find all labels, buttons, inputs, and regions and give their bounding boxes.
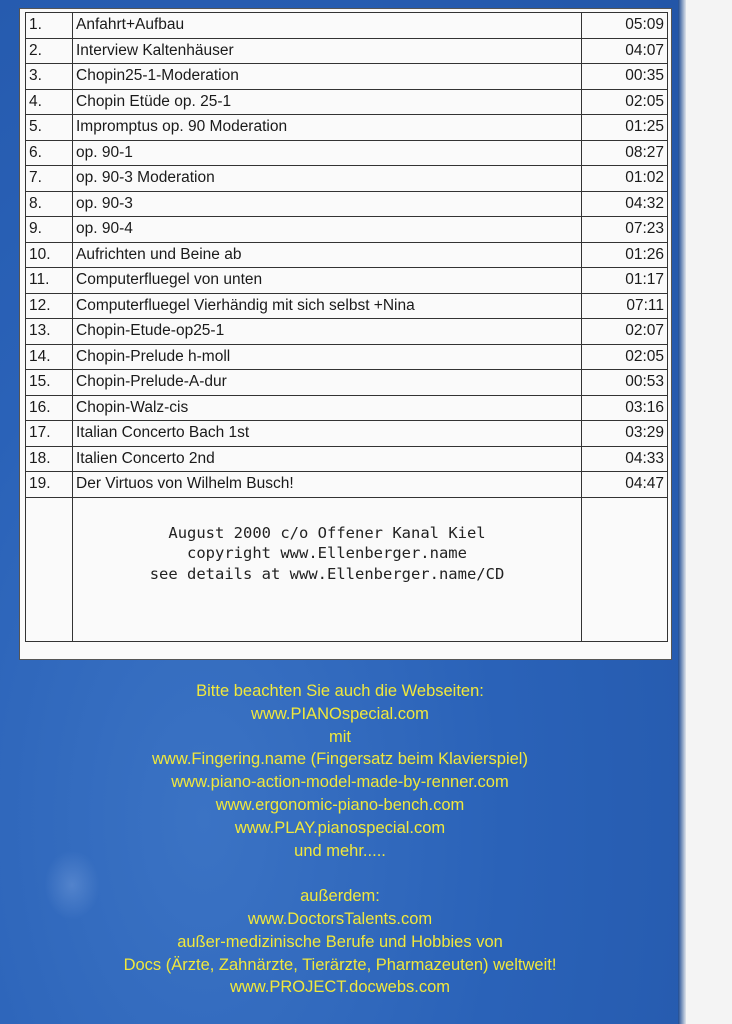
track-duration: 01:17 bbox=[582, 268, 668, 294]
track-title: Chopin-Prelude-A-dur bbox=[73, 370, 582, 396]
track-duration: 00:35 bbox=[582, 64, 668, 90]
track-number: 5. bbox=[26, 115, 73, 141]
track-title: Impromptus op. 90 Moderation bbox=[73, 115, 582, 141]
track-title: Aufrichten und Beine ab bbox=[73, 242, 582, 268]
track-title: Chopin-Prelude h-moll bbox=[73, 344, 582, 370]
track-number: 19. bbox=[26, 472, 73, 498]
track-duration: 04:47 bbox=[582, 472, 668, 498]
track-duration: 07:11 bbox=[582, 293, 668, 319]
note-line: www.Fingering.name (Fingersatz beim Klavierspiel) bbox=[152, 750, 528, 769]
track-title: Chopin-Walz-cis bbox=[73, 395, 582, 421]
track-number: 10. bbox=[26, 242, 73, 268]
track-row bbox=[26, 64, 668, 90]
track-number: 12. bbox=[26, 293, 73, 319]
credit-line: see details at www.Ellenberger.name/CD bbox=[149, 564, 505, 583]
note-line: www.PIANOspecial.com bbox=[251, 704, 429, 723]
track-title: Italien Concerto 2nd bbox=[73, 446, 582, 472]
track-title: Italian Concerto Bach 1st bbox=[73, 421, 582, 447]
track-duration: 04:07 bbox=[582, 38, 668, 64]
track-title: op. 90-3 Moderation bbox=[73, 166, 582, 192]
track-duration: 02:05 bbox=[582, 344, 668, 370]
note-line: www.DoctorsTalents.com bbox=[247, 909, 433, 928]
track-duration: 04:33 bbox=[582, 446, 668, 472]
track-duration: 02:07 bbox=[582, 319, 668, 345]
note-gap bbox=[0, 862, 680, 885]
track-duration: 04:32 bbox=[582, 191, 668, 217]
track-number: 18. bbox=[26, 446, 73, 472]
track-duration: 08:27 bbox=[582, 140, 668, 166]
tracklist-sheet bbox=[19, 8, 672, 660]
track-row bbox=[26, 217, 668, 243]
track-title: op. 90-4 bbox=[73, 217, 582, 243]
track-number: 8. bbox=[26, 191, 73, 217]
track-number: 2. bbox=[26, 38, 73, 64]
track-number: 14. bbox=[26, 344, 73, 370]
track-row bbox=[26, 293, 668, 319]
track-duration: 01:02 bbox=[582, 166, 668, 192]
track-duration: 07:23 bbox=[582, 217, 668, 243]
track-number: 11. bbox=[26, 268, 73, 294]
track-duration: 00:53 bbox=[582, 370, 668, 396]
credits-text bbox=[76, 498, 578, 585]
track-row bbox=[26, 344, 668, 370]
track-title: Der Virtuos von Wilhelm Busch! bbox=[73, 472, 582, 498]
website-notes bbox=[0, 680, 680, 999]
track-number: 15. bbox=[26, 370, 73, 396]
track-number: 17. bbox=[26, 421, 73, 447]
note-line: www.ergonomic-piano-bench.com bbox=[215, 795, 465, 814]
track-number: 7. bbox=[26, 166, 73, 192]
track-number: 6. bbox=[26, 140, 73, 166]
track-title: Computerfluegel Vierhändig mit sich selbst +Nina bbox=[73, 293, 582, 319]
track-number: 3. bbox=[26, 64, 73, 90]
track-row bbox=[26, 421, 668, 447]
track-row bbox=[26, 89, 668, 115]
note-line: außer-medizinische Berufe und Hobbies von bbox=[177, 932, 503, 951]
track-row bbox=[26, 115, 668, 141]
note-line: mit bbox=[329, 727, 351, 746]
track-number: 13. bbox=[26, 319, 73, 345]
track-title: Chopin25-1-Moderation bbox=[73, 64, 582, 90]
track-duration: 05:09 bbox=[582, 13, 668, 39]
tracklist-table bbox=[25, 12, 668, 642]
track-row bbox=[26, 395, 668, 421]
track-row bbox=[26, 166, 668, 192]
track-row bbox=[26, 242, 668, 268]
track-duration: 01:26 bbox=[582, 242, 668, 268]
track-duration: 03:29 bbox=[582, 421, 668, 447]
track-title: op. 90-3 bbox=[73, 191, 582, 217]
track-title: Chopin-Etude-op25-1 bbox=[73, 319, 582, 345]
track-title: Chopin Etüde op. 25-1 bbox=[73, 89, 582, 115]
track-row bbox=[26, 191, 668, 217]
track-row bbox=[26, 472, 668, 498]
track-number: 1. bbox=[26, 13, 73, 39]
track-row bbox=[26, 446, 668, 472]
note-line: außerdem: bbox=[300, 887, 380, 906]
track-duration: 03:16 bbox=[582, 395, 668, 421]
note-line: www.piano-action-model-made-by-renner.com bbox=[171, 773, 509, 792]
track-row bbox=[26, 13, 668, 39]
note-line: und mehr..... bbox=[294, 841, 386, 860]
track-row bbox=[26, 370, 668, 396]
track-row bbox=[26, 140, 668, 166]
track-duration: 02:05 bbox=[582, 89, 668, 115]
track-title: Interview Kaltenhäuser bbox=[73, 38, 582, 64]
track-number: 16. bbox=[26, 395, 73, 421]
credit-line: August 2000 c/o Offener Kanal Kiel bbox=[168, 523, 486, 542]
track-row bbox=[26, 319, 668, 345]
track-title: Anfahrt+Aufbau bbox=[73, 13, 582, 39]
note-line: Bitte beachten Sie auch die Webseiten: bbox=[196, 682, 484, 700]
credits-cell bbox=[73, 497, 582, 641]
note-line: www.PROJECT.docwebs.com bbox=[229, 978, 451, 997]
credit-line: copyright www.Ellenberger.name bbox=[187, 544, 467, 562]
track-row bbox=[26, 268, 668, 294]
track-title: op. 90-1 bbox=[73, 140, 582, 166]
credits-row bbox=[26, 497, 668, 641]
track-row bbox=[26, 38, 668, 64]
note-line: www.PLAY.pianospecial.com bbox=[234, 818, 446, 837]
track-number: 9. bbox=[26, 217, 73, 243]
track-number: 4. bbox=[26, 89, 73, 115]
track-title: Computerfluegel von unten bbox=[73, 268, 582, 294]
note-line: Docs (Ärzte, Zahnärzte, Tierärzte, Pharmazeuten) weltweit! bbox=[123, 955, 557, 974]
track-duration: 01:25 bbox=[582, 115, 668, 141]
